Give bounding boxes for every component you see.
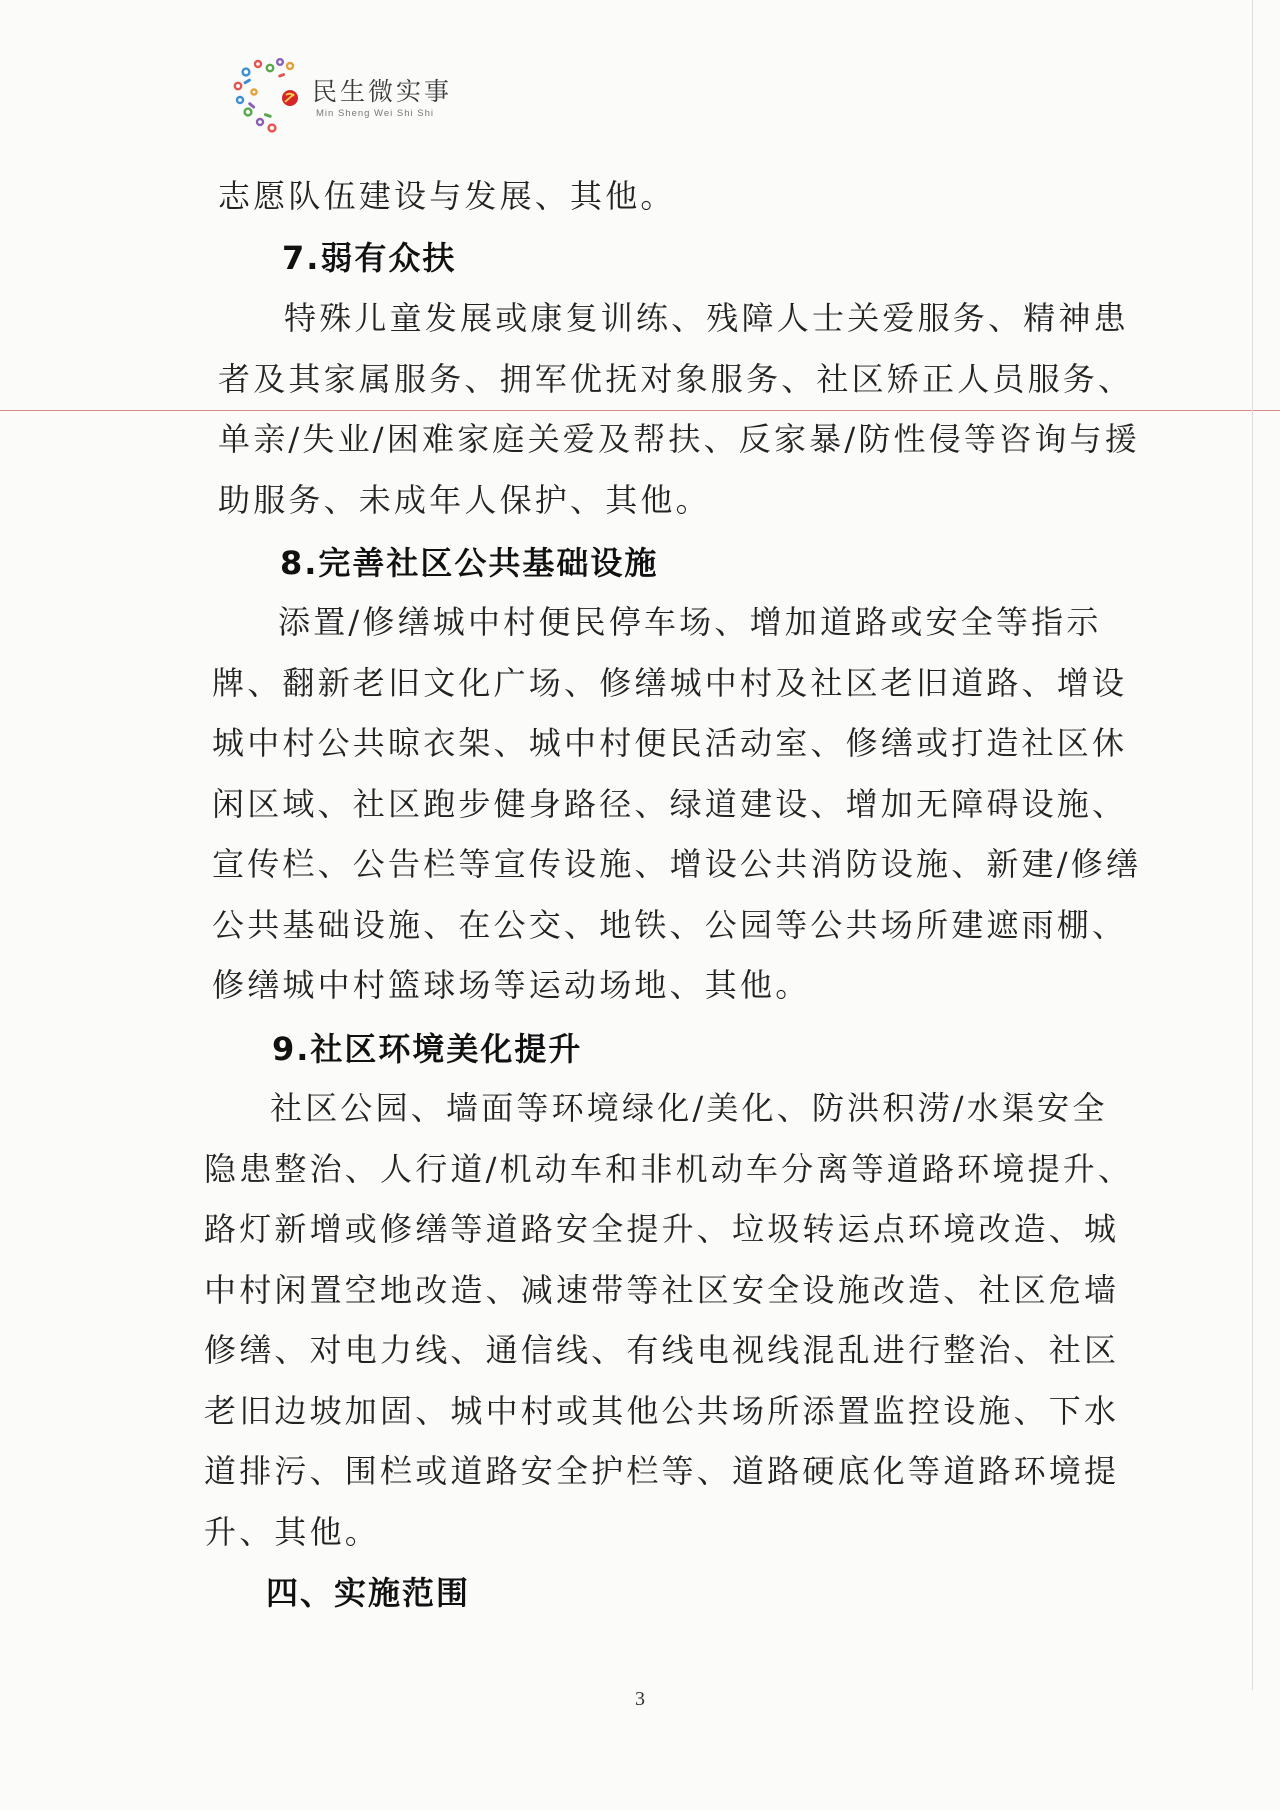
text-line: 宣传栏、公告栏等宣传设施、增设公共消防设施、新建/修缮 bbox=[212, 845, 1142, 883]
section-7-paragraph bbox=[218, 288, 1140, 530]
text-line: 升、其他。 bbox=[204, 1512, 381, 1551]
text-line: 社区公园、墙面等环境绿化/美化、防洪积涝/水渠安全 bbox=[270, 1089, 1108, 1127]
text-line: 闲区域、社区跑步健身路径、绿道建设、增加无障碍设施、 bbox=[212, 784, 1128, 823]
text-line: 公共基础设施、在公交、地铁、公园等公共场所建遮雨棚、 bbox=[212, 905, 1128, 944]
logo-chinese-text: 民生微实事 bbox=[312, 77, 453, 106]
section-8-paragraph bbox=[212, 592, 1141, 1016]
text-line: 修缮城中村篮球场等运动场地、其他。 bbox=[212, 966, 811, 1004]
text-line: 志愿队伍建设与发展、其他。 bbox=[218, 177, 676, 215]
text-line: 老旧边坡加固、城中村或其他公共场所添置监控设施、下水 bbox=[204, 1391, 1120, 1430]
text-line: 单亲/失业/困难家庭关爱及帮扶、反家暴/防性侵等咨询与援 bbox=[218, 420, 1140, 458]
section-7-heading: 7.弱有众扶 bbox=[282, 239, 457, 277]
heart-logo-icon bbox=[228, 52, 314, 136]
header-logo bbox=[228, 52, 488, 136]
page-number: 3 bbox=[635, 1688, 645, 1710]
text-line: 隐患整治、人行道/机动车和非机动车分离等道路环境提升、 bbox=[204, 1149, 1134, 1188]
scan-edge-line bbox=[1252, 0, 1253, 1690]
text-line: 城中村公共晾衣架、城中村便民活动室、修缮或打造社区休 bbox=[212, 724, 1128, 762]
text-line: 助服务、未成年人保护、其他。 bbox=[218, 480, 711, 519]
logo-pinyin-text: Min Sheng Wei Shi Shi bbox=[316, 108, 434, 119]
text-line: 路灯新增或修缮等道路安全提升、垃圾转运点环境改造、城 bbox=[204, 1210, 1120, 1248]
section-9-heading: 9.社区环境美化提升 bbox=[272, 1030, 583, 1068]
text-line: 者及其家属服务、拥军优抚对象服务、社区矫正人员服务、 bbox=[218, 359, 1134, 398]
section-8-heading: 8.完善社区公共基础设施 bbox=[280, 544, 659, 582]
text-line: 特殊儿童发展或康复训练、残障人士关爱服务、精神患 bbox=[284, 299, 1129, 337]
text-line: 中村闲置空地改造、减速带等社区安全设施改造、社区危墙 bbox=[204, 1270, 1120, 1309]
section-9-paragraph bbox=[204, 1078, 1133, 1562]
text-line: 牌、翻新老旧文化广场、修缮城中村及社区老旧道路、增设 bbox=[212, 663, 1128, 702]
text-line: 添置/修缮城中村便民停车场、增加道路或安全等指示 bbox=[278, 603, 1102, 641]
intro-paragraph bbox=[218, 166, 676, 227]
text-line: 道排污、围栏或道路安全护栏等、道路硬底化等道路环境提 bbox=[204, 1452, 1120, 1490]
text-line: 修缮、对电力线、通信线、有线电视线混乱进行整治、社区 bbox=[204, 1331, 1120, 1369]
section-4-heading: 四、实施范围 bbox=[266, 1574, 471, 1612]
